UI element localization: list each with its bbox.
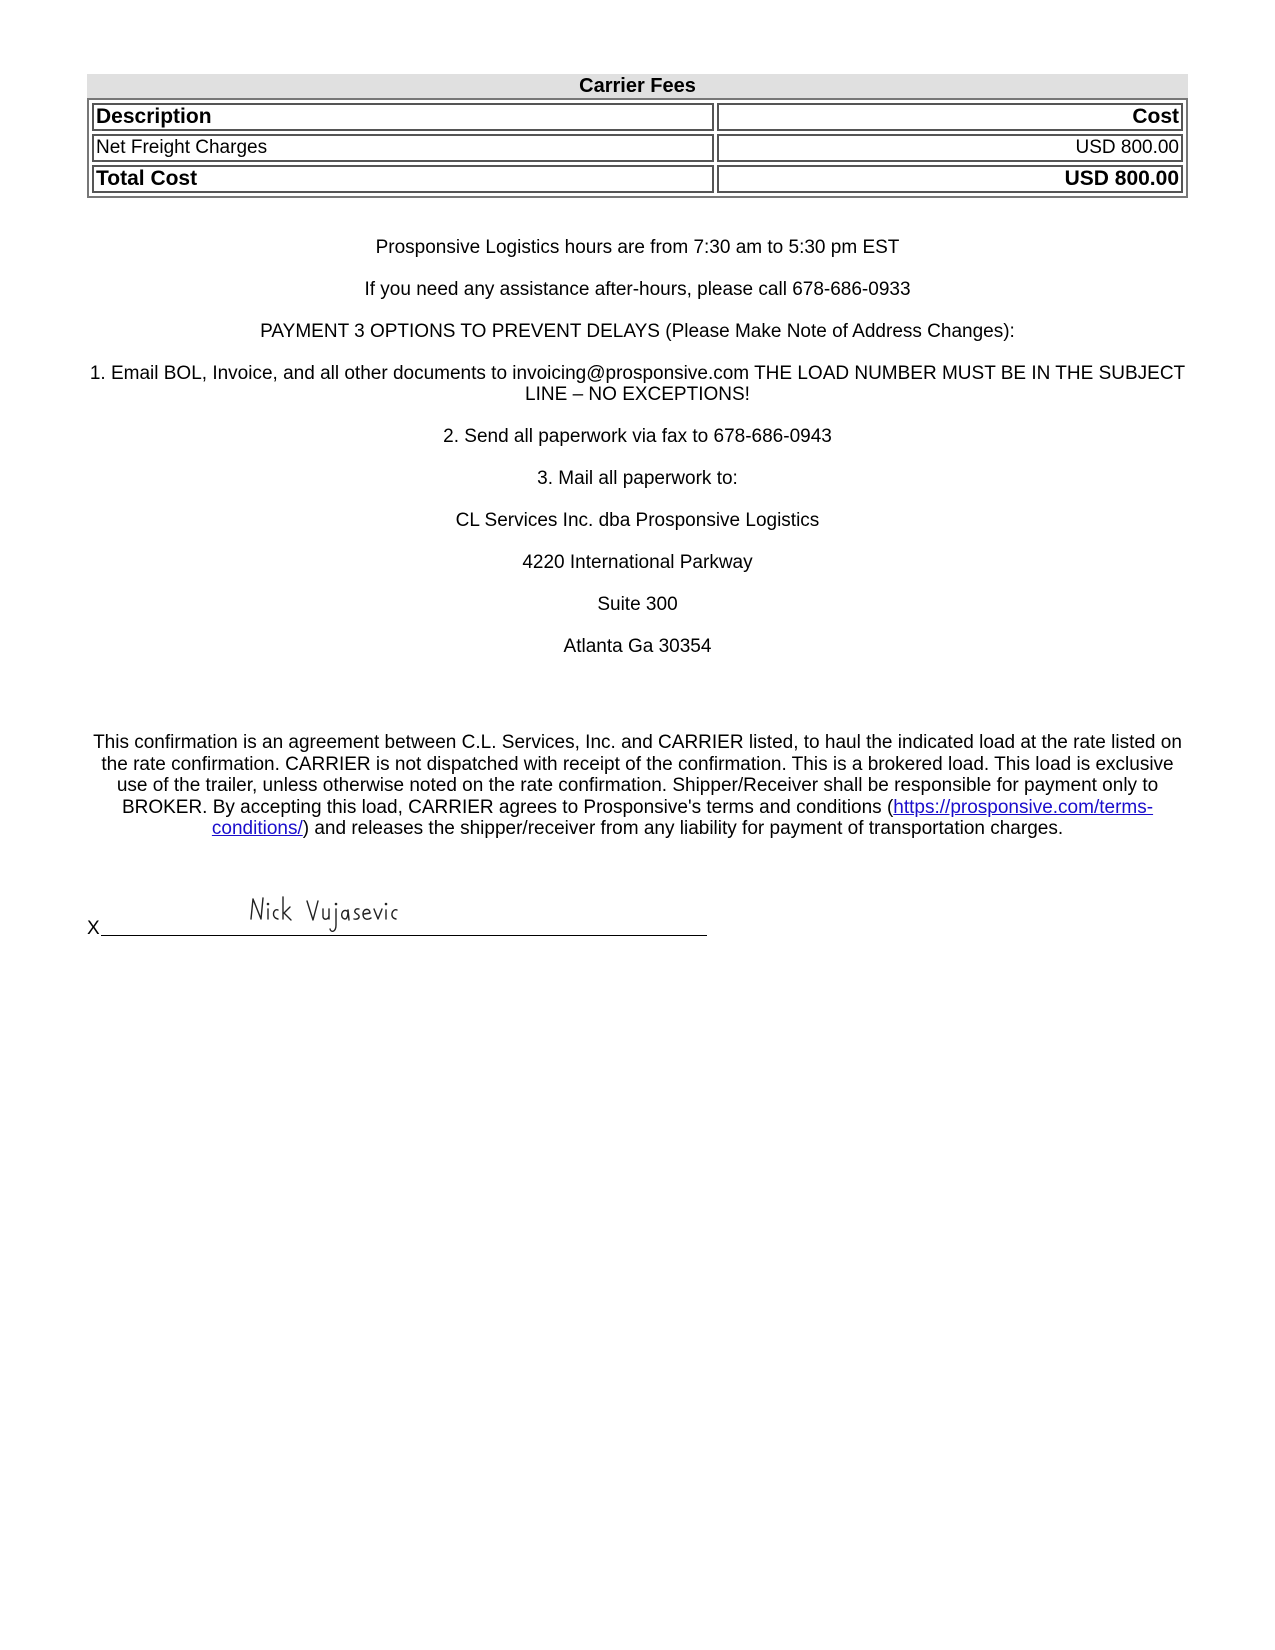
disclaimer-text-end: ) and releases the shipper/receiver from any liability for payment of transportation charges. [302, 818, 1064, 839]
address-line-suite: Suite 300 [597, 594, 678, 615]
hours-text: Prosponsive Logistics hours are from 7:30 am to 5:30 pm EST [375, 237, 900, 258]
table-row [92, 134, 1183, 162]
total-cost: USD 800.00 [717, 165, 1183, 193]
payment-option-email: 1. Email BOL, Invoice, and all other documents to invoicing@prosponsive.com THE LOAD NUMBER MUST BE IN THE SUBJECT LINE – NO EXCEPTIONS! [89, 363, 1186, 405]
address-line-street: 4220 International Parkway [522, 552, 753, 573]
row-cost: USD 800.00 [717, 134, 1183, 162]
payment-option-fax: 2. Send all paperwork via fax to 678-686-0943 [443, 426, 832, 447]
carrier-fees-table [87, 98, 1188, 198]
total-row [92, 165, 1183, 193]
signature-block [87, 895, 707, 940]
payment-info [87, 237, 1188, 678]
description-header: Description [92, 103, 714, 131]
payment-option-mail: 3. Mail all paperwork to: [537, 468, 738, 489]
signature-x-mark: X [87, 918, 100, 939]
payment-heading: PAYMENT 3 OPTIONS TO PREVENT DELAYS (Please Make Note of Address Changes): [260, 321, 1015, 342]
table-header-row [92, 103, 1183, 131]
cost-header: Cost [717, 103, 1183, 131]
row-description: Net Freight Charges [92, 134, 714, 162]
address-line-city: Atlanta Ga 30354 [563, 636, 712, 657]
disclaimer-text: This confirmation is an agreement between C.L. Services, Inc. and CARRIER listed, to haul the indicated load at the rate listed on the rate confirmation. CARRIER is not dispatched with receipt of the confirmation. This is a brokered load. This load is exclusive use of the trailer, unless otherwise noted on the rate confirmation. Shipper/Receiver shall be responsible for payment only to BROKER. By accepting this load, CARRIER agrees to Prosponsive's terms and conditions ( [93, 732, 1182, 818]
address-line-company: CL Services Inc. dba Prosponsive Logistics [455, 510, 820, 531]
total-label: Total Cost [92, 165, 714, 193]
terms-link[interactable]: https://prosponsive.com/terms-conditions/ [211, 796, 1154, 839]
carrier-fees-section [87, 74, 1188, 198]
after-hours-text: If you need any assistance after-hours, please call 678-686-0933 [364, 279, 911, 300]
disclaimer [87, 732, 1188, 840]
carrier-fees-title: Carrier Fees [87, 74, 1188, 98]
handwritten-signature [247, 889, 407, 937]
